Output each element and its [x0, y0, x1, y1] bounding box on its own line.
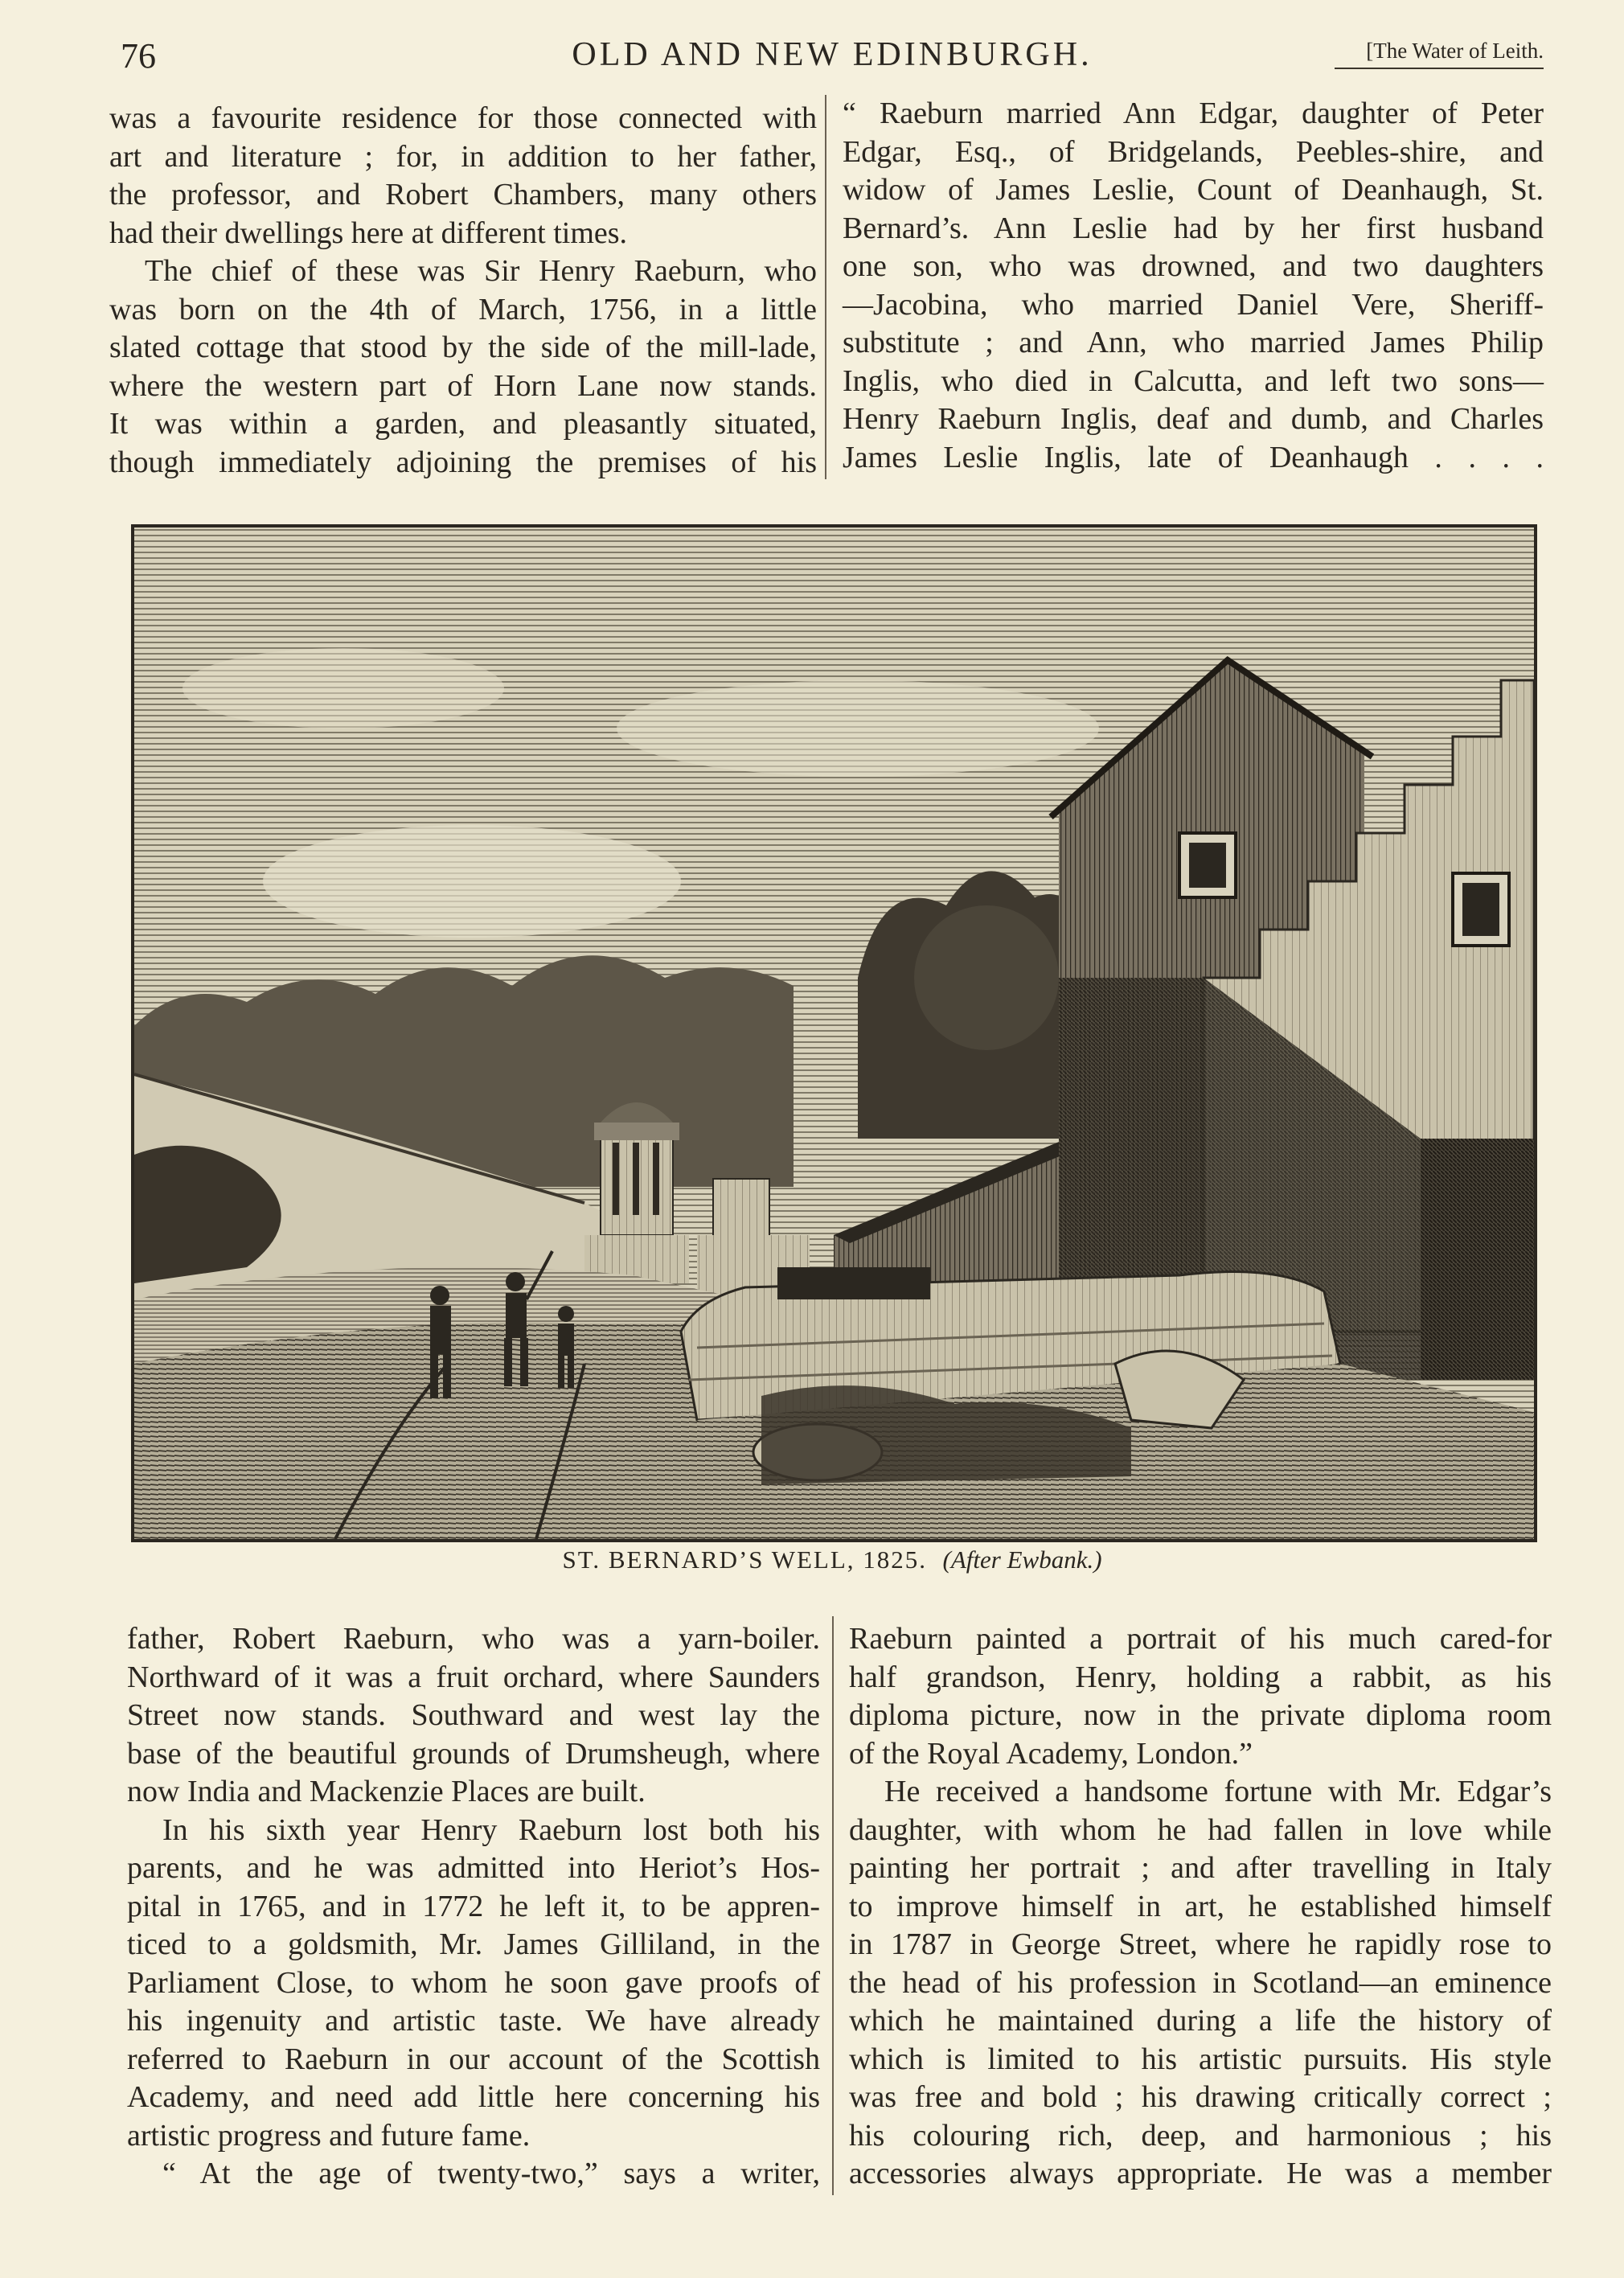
text-line: Street now stands. Southward and west lay the [127, 1698, 820, 1732]
text-line: the head of his profession in Scotland—an eminence [849, 1965, 1552, 2000]
text-line: It was within a garden, and pleasantly situated, [109, 407, 817, 441]
text-line: referred to Raeburn in our account of the Scottish [127, 2042, 820, 2076]
text-line: art and literature ; for, in addition to her father, [109, 139, 817, 174]
text-line: was born on the 4th of March, 1756, in a little [109, 292, 817, 326]
text-line: which is limited to his artistic pursuits. His style [849, 2042, 1552, 2076]
text-line: diploma picture, now in the private diploma room [849, 1698, 1552, 1732]
text-line: was free and bold ; his drawing critically correct ; [849, 2080, 1552, 2114]
text-line: Henry Raeburn Inglis, deaf and dumb, and Charles [843, 402, 1544, 436]
text-line: had their dwellings here at different times. [109, 215, 628, 250]
text-line: “ Raeburn married Ann Edgar, daughter of Peter [843, 96, 1544, 130]
text-line: Bernard’s. Ann Leslie had by her first husband [843, 211, 1544, 245]
text-line: parents, and he was admitted into Heriot’s Hos- [127, 1851, 820, 1885]
book-title: OLD AND NEW EDINBURGH. [572, 36, 1093, 73]
text-line: Academy, and need add little here concerning his [127, 2080, 820, 2114]
text-line: base of the beautiful grounds of Drumsheugh, where [127, 1736, 820, 1771]
section-title: [The Water of Leith. [1366, 39, 1544, 63]
text-line: father, Robert Raeburn, who was a yarn-boiler. [127, 1622, 820, 1656]
text-line: widow of James Leslie, Count of Deanhaugh, St. [843, 173, 1544, 207]
text-line: which he maintained during a life the history of [849, 2004, 1552, 2038]
text-line: painting her portrait ; and after travelling in Italy [849, 1851, 1552, 1885]
text-line: one son, who was drowned, and two daughters [843, 249, 1544, 283]
text-line: Inglis, who died in Calcutta, and left two sons— [843, 363, 1544, 398]
text-line: daughter, with whom he had fallen in love while [849, 1812, 1552, 1847]
top-right-column [843, 95, 1544, 477]
text-line: James Leslie Inglis, late of Deanhaugh . . . . [843, 440, 1544, 474]
text-line: Edgar, Esq., of Bridgelands, Peebles-shire, and [843, 134, 1544, 169]
text-line: Northward of it was a fruit orchard, where Saunders [127, 1660, 820, 1694]
text-line: ticed to a goldsmith, Mr. James Gilliland, in the [127, 1927, 820, 1961]
text-line: He received a handsome fortune with Mr. Edgar’s [884, 1775, 1552, 1808]
bottom-left-column [127, 1620, 820, 2194]
text-line: The chief of these was Sir Henry Raeburn, who [145, 254, 817, 288]
running-header [121, 31, 1544, 79]
text-line: pital in 1765, and in 1772 he left it, to be appren- [127, 1889, 820, 1923]
text-line: half grandson, Henry, holding a rabbit, as his [849, 1660, 1552, 1694]
text-line: Raeburn painted a portrait of his much cared-for [849, 1622, 1552, 1656]
text-line: was a favourite residence for those connected with [109, 101, 817, 135]
page-number: 76 [121, 36, 156, 76]
text-line: though immediately adjoining the premises of his [109, 445, 817, 479]
text-line: slated cottage that stood by the side of the mill-lade, [109, 330, 817, 364]
text-line: now India and Mackenzie Places are built. [127, 1775, 646, 1808]
text-line: of the Royal Academy, London.” [849, 1736, 1253, 1771]
caption-credit: (After Ewbank.) [942, 1545, 1102, 1574]
engraving-illustration [131, 524, 1537, 1542]
text-line: —Jacobina, who married Daniel Vere, Sheriff- [843, 287, 1544, 322]
text-line: In his sixth year Henry Raeburn lost both his [162, 1812, 820, 1847]
text-line: to improve himself in art, he established himself [849, 1889, 1552, 1923]
caption-title: ST. BERNARD’S WELL, 1825. [562, 1545, 928, 1574]
text-line: accessories always appropriate. He was a member [849, 2157, 1552, 2190]
text-line: his colouring rich, deep, and harmonious ; his [849, 2118, 1552, 2153]
text-line: his ingenuity and artistic taste. We have already [127, 2004, 820, 2038]
text-line: “ At the age of twenty-two,” says a writer, [162, 2157, 820, 2190]
text-line: where the western part of Horn Lane now stands. [109, 368, 817, 403]
text-line: the professor, and Robert Chambers, many others [109, 178, 817, 211]
figure-caption [121, 1545, 1544, 1574]
text-line: artistic progress and future fame. [127, 2118, 531, 2153]
column-rule [832, 1616, 834, 2195]
column-rule [825, 95, 826, 479]
text-line: in 1787 in George Street, where he rapidly rose to [849, 1927, 1552, 1961]
text-line: substitute ; and Ann, who married James Philip [843, 326, 1544, 359]
bottom-right-column [849, 1620, 1552, 2194]
text-line: Parliament Close, to whom he soon gave proofs of [127, 1965, 820, 2000]
engraving-image [134, 527, 1534, 1539]
header-rule [1335, 68, 1544, 69]
top-left-column [109, 100, 817, 482]
